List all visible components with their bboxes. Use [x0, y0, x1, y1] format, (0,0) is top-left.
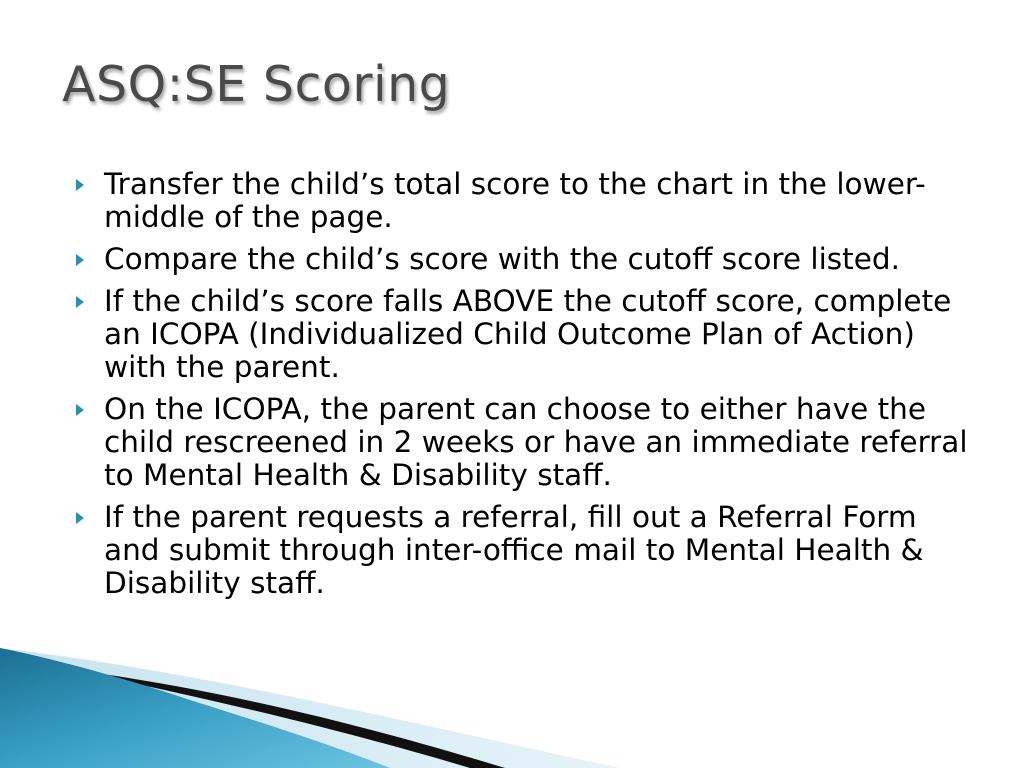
bullet-text: Compare the child’s score with the cutoff score listed. [104, 242, 900, 276]
list-item [72, 243, 972, 276]
triangle-bullet-icon [76, 179, 84, 191]
triangle-bullet-icon [76, 296, 84, 308]
bullet-text: If the parent requests a referral, fill out a Referral Form and submit through inter-office mail to Mental Health & Disability staff. [104, 500, 924, 600]
triangle-bullet-icon [76, 254, 84, 266]
bullet-text: Transfer the child’s total score to the chart in the lower-middle of the page. [104, 167, 926, 234]
triangle-bullet-icon [76, 404, 84, 416]
triangle-bullet-icon [76, 512, 84, 524]
list-item [72, 168, 972, 234]
slide-title: ASQ:SE Scoring [62, 56, 451, 113]
bullet-text: On the ICOPA, the parent can choose to either have the child rescreened in 2 weeks or have an immediate referral to Mental Health & Disability staff. [104, 392, 968, 492]
bullet-text: If the child’s score falls ABOVE the cutoff score, complete an ICOPA (Individualized Child Outcome Plan of Action) with the parent. [104, 284, 952, 384]
list-item [72, 501, 972, 600]
bullet-list [72, 168, 972, 609]
list-item [72, 285, 972, 384]
list-item [72, 393, 972, 492]
